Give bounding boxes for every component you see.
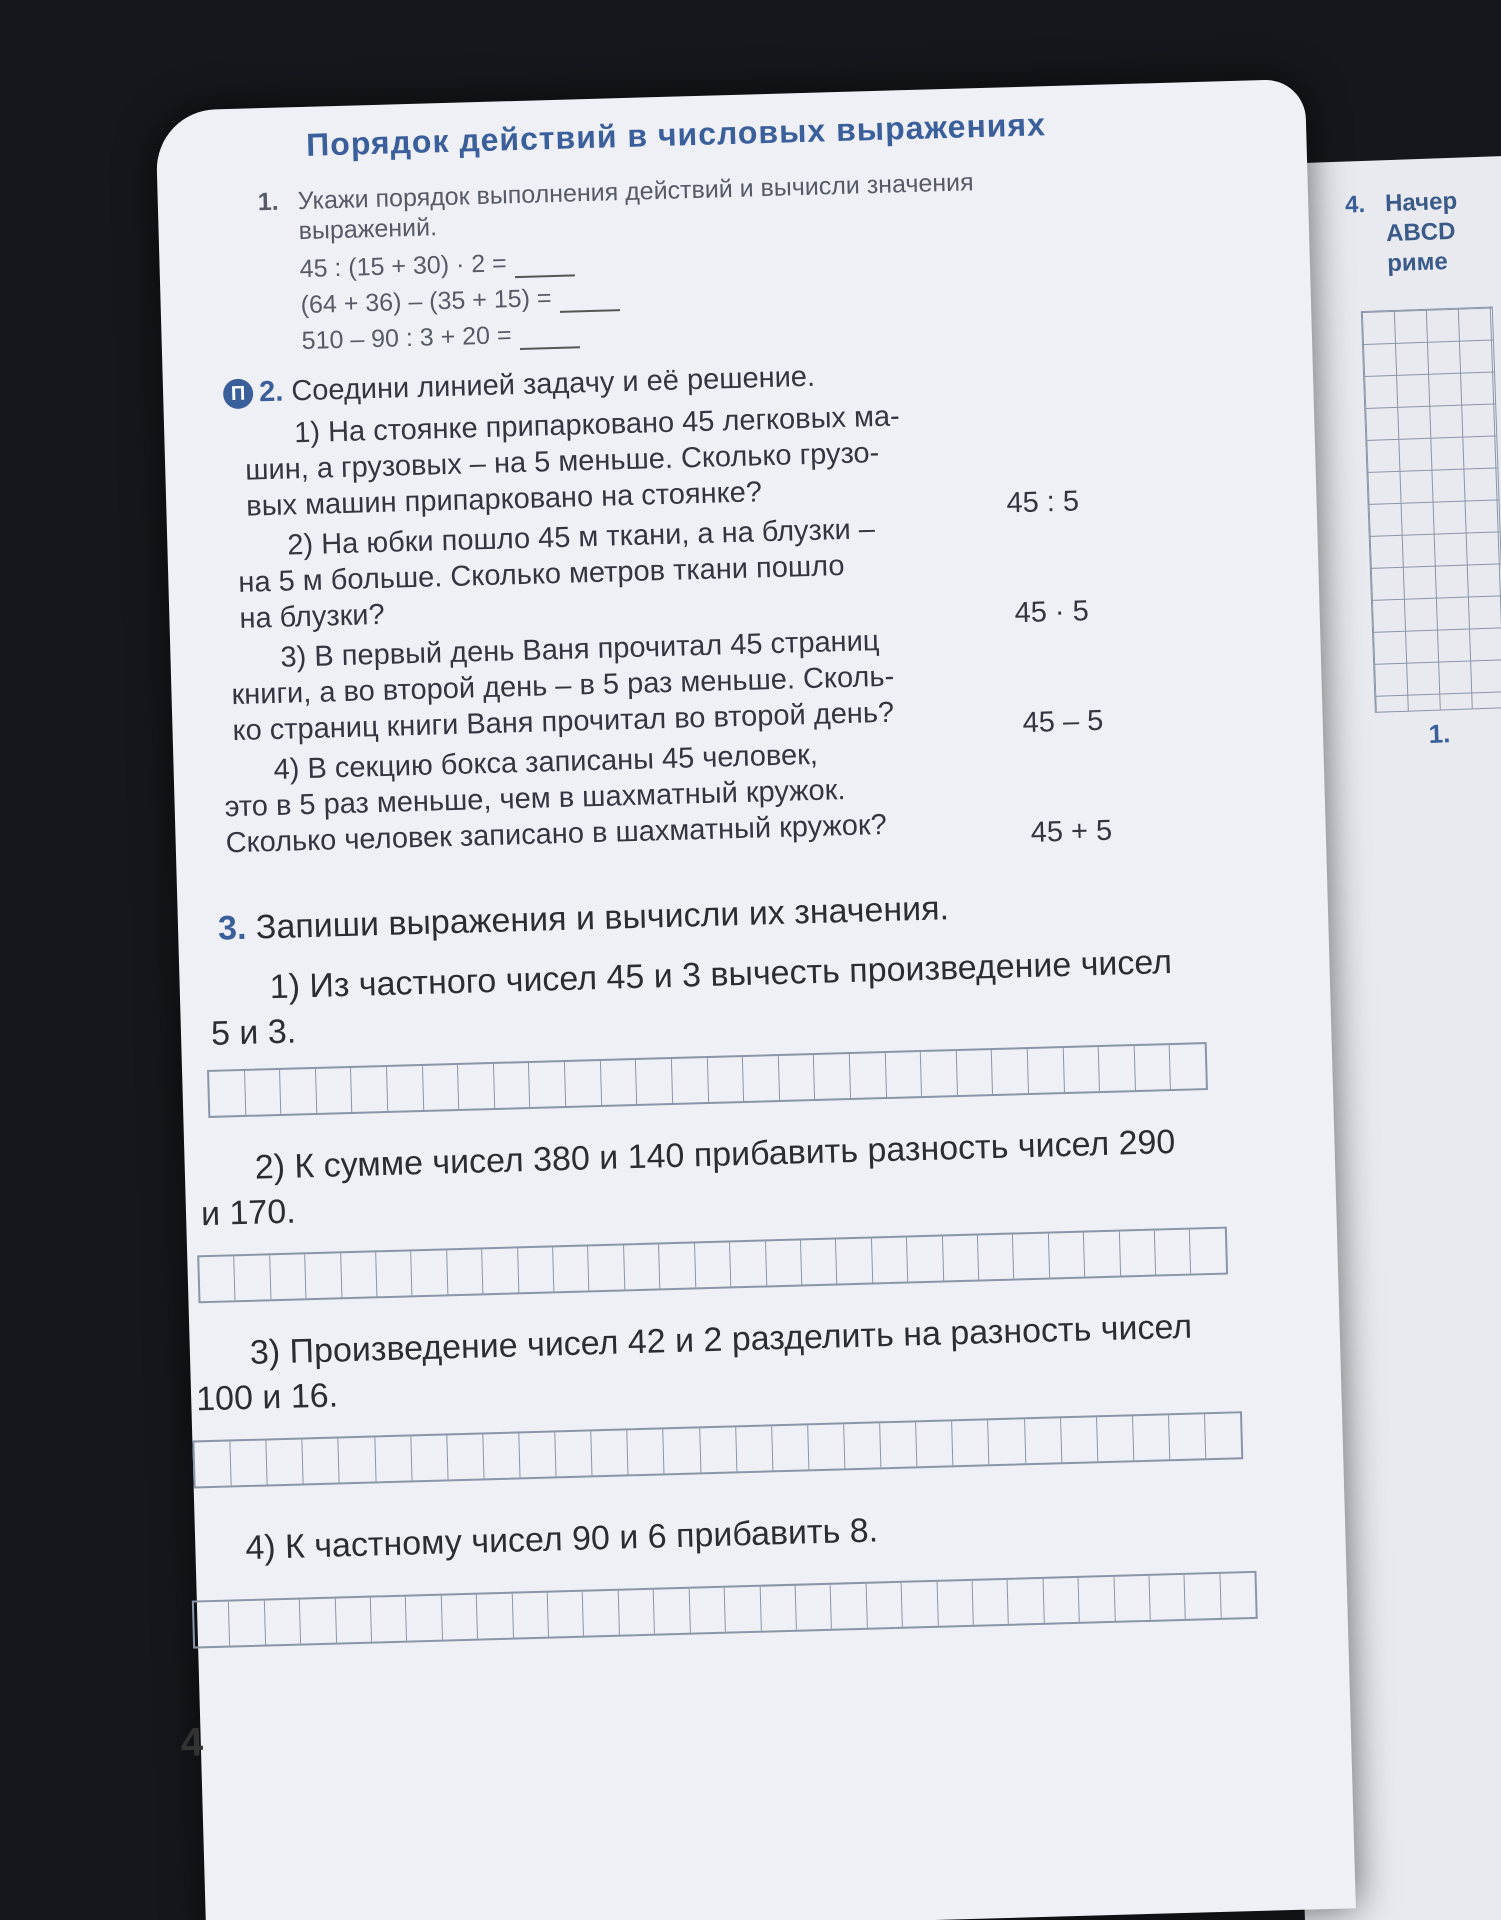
grid-cell[interactable] (689, 1588, 726, 1633)
grid-cell[interactable] (447, 1249, 484, 1294)
grid-cell[interactable] (583, 1591, 620, 1636)
grid-cell[interactable] (1025, 1418, 1062, 1463)
grid-cell[interactable] (371, 1597, 408, 1642)
grid-cell[interactable] (591, 1430, 628, 1475)
grid-cell[interactable] (1099, 1046, 1136, 1091)
grid-cell[interactable] (1114, 1576, 1151, 1621)
task1-text-line2: выражений. (298, 213, 438, 246)
answer-grid-1[interactable] (207, 1042, 1208, 1118)
grid-cell[interactable] (766, 1240, 803, 1285)
grid-cell[interactable] (801, 1239, 838, 1284)
grid-cell[interactable] (921, 1051, 958, 1096)
grid-cell[interactable] (387, 1066, 424, 1111)
answer-blank[interactable] (519, 322, 580, 350)
grid-cell[interactable] (1135, 1045, 1172, 1090)
grid-cell[interactable] (483, 1433, 520, 1478)
grid-cell[interactable] (916, 1421, 953, 1466)
grid-cell[interactable] (482, 1248, 519, 1293)
grid-cell[interactable] (1169, 1414, 1206, 1459)
grid-cell[interactable] (231, 1440, 268, 1485)
problem3-line3: ко страниц книги Ваня прочитал во второй день? (232, 696, 895, 748)
grid-cell[interactable] (654, 1589, 691, 1634)
item2-line1: 2) К сумме чисел 380 и 140 прибавить разность чисел 290 (254, 1122, 1176, 1187)
grid-cell[interactable] (636, 1059, 673, 1104)
task1-expression-2: (64 + 36) – (35 + 15) = (300, 282, 620, 320)
grid-cell[interactable] (1079, 1577, 1116, 1622)
grid-cell[interactable] (548, 1592, 585, 1637)
grid-cell[interactable] (942, 1236, 979, 1281)
grid-cell[interactable] (730, 1241, 767, 1286)
grid-cell[interactable] (1061, 1417, 1098, 1462)
grid-cell[interactable] (458, 1064, 495, 1109)
grid-cell[interactable] (725, 1587, 762, 1632)
grid-cell[interactable] (772, 1425, 809, 1470)
grid-cell[interactable] (1155, 1230, 1192, 1275)
grid-cell[interactable] (736, 1426, 773, 1471)
grid-cell[interactable] (199, 1256, 236, 1301)
item1-line1: 1) Из частного чисел 45 и 3 вычесть произведение чисел (269, 943, 1173, 1007)
problem2-line3: на блузки? (238, 598, 386, 635)
grid-cell[interactable] (512, 1593, 549, 1638)
answer-grid-3[interactable] (192, 1411, 1243, 1488)
grid-cell[interactable] (779, 1055, 816, 1100)
grid-cell[interactable] (992, 1049, 1029, 1094)
grid-cell[interactable] (601, 1060, 638, 1105)
grid-cell[interactable] (1149, 1575, 1186, 1620)
grid-cell[interactable] (978, 1235, 1015, 1280)
grid-cell[interactable] (303, 1438, 340, 1483)
task2-badge: П (223, 379, 254, 410)
grid-cell[interactable] (1013, 1234, 1050, 1279)
grid-cell[interactable] (844, 1423, 881, 1468)
grid-cell[interactable] (937, 1581, 974, 1626)
grid-cell[interactable] (850, 1053, 887, 1098)
grid-cell[interactable] (555, 1431, 592, 1476)
solution-4[interactable]: 45 + 5 (1030, 814, 1113, 849)
problem2-line1: 2) На юбки пошло 45 м ткани, а на блузки – (286, 513, 876, 562)
grid-cell[interactable] (1119, 1231, 1156, 1276)
grid-cell[interactable] (529, 1062, 566, 1107)
grid-cell[interactable] (672, 1058, 709, 1103)
grid-cell[interactable] (872, 1238, 909, 1283)
right-line-3: риме (1386, 248, 1449, 278)
grid-cell[interactable] (624, 1244, 661, 1289)
grid-cell[interactable] (1190, 1229, 1226, 1274)
grid-cell[interactable] (245, 1070, 282, 1115)
grid-cell[interactable] (477, 1594, 514, 1639)
problem1-line1: 1) На стоянке припарковано 45 легковых ма- (293, 400, 901, 450)
grid-cell[interactable] (553, 1246, 590, 1291)
task2-number: 2. (258, 375, 284, 409)
grid-cell[interactable] (442, 1595, 479, 1640)
task2-text: Соедини линией задачу и её решение. (290, 360, 816, 408)
problem2-line2: на 5 м больше. Сколько метров ткани пошло (237, 549, 845, 599)
grid-cell[interactable] (1049, 1233, 1086, 1278)
grid-cell[interactable] (209, 1071, 246, 1116)
grid-cell[interactable] (1185, 1574, 1222, 1619)
grid-cell[interactable] (902, 1582, 939, 1627)
answer-blank[interactable] (559, 285, 620, 313)
grid-cell[interactable] (885, 1052, 922, 1097)
item1-line2: 5 и 3. (210, 1012, 297, 1053)
grid-cell[interactable] (1063, 1047, 1100, 1092)
grid-cell[interactable] (1170, 1044, 1206, 1089)
grid-cell[interactable] (1028, 1048, 1065, 1093)
answer-grid-4[interactable] (192, 1571, 1258, 1649)
item3-line2: 100 и 16. (195, 1376, 339, 1419)
problem4-line3: Сколько человек записано в шахматный кружок? (225, 808, 888, 860)
grid-cell[interactable] (265, 1600, 302, 1645)
grid-cell[interactable] (565, 1061, 602, 1106)
grid-cell[interactable] (589, 1245, 626, 1290)
problem4-line2: это в 5 раз меньше, чем в шахматный кружок. (224, 774, 846, 824)
solution-2[interactable]: 45 · 5 (1014, 595, 1090, 630)
grid-cell[interactable] (957, 1050, 994, 1095)
grid-cell[interactable] (235, 1255, 272, 1300)
grid-cell[interactable] (411, 1435, 448, 1480)
grid-cell[interactable] (808, 1424, 845, 1469)
grid-cell[interactable] (743, 1056, 780, 1101)
grid-cell[interactable] (375, 1436, 412, 1481)
problem4-line1: 4) В секцию бокса записаны 45 человек, (273, 738, 819, 786)
task3-number: 3. (217, 908, 247, 948)
grid-cell[interactable] (831, 1584, 868, 1629)
task1-text-line1: Укажи порядок выполнения действий и вычисли значения (297, 168, 974, 216)
grid-cell[interactable] (316, 1068, 353, 1113)
solution-3[interactable]: 45 – 5 (1022, 704, 1104, 740)
right-line-2: ABCD (1385, 217, 1456, 248)
grid-cell[interactable] (1133, 1415, 1170, 1460)
task3-text: Запиши выражения и вычисли их значения. (255, 889, 950, 947)
grid-cell[interactable] (229, 1601, 266, 1646)
task1-expression-3: 510 – 90 : 3 + 20 = (301, 319, 580, 356)
grid-cell[interactable] (300, 1599, 337, 1644)
grid-cell[interactable] (1205, 1413, 1241, 1458)
grid-cell[interactable] (351, 1067, 388, 1112)
grid-cell[interactable] (952, 1420, 989, 1465)
grid-cell[interactable] (880, 1422, 917, 1467)
grid-cell[interactable] (796, 1585, 833, 1630)
grid-cell[interactable] (1084, 1232, 1121, 1277)
grid-cell[interactable] (423, 1065, 460, 1110)
grid-cell[interactable] (659, 1243, 696, 1288)
page-number: 4 (180, 1720, 204, 1765)
grid-cell[interactable] (1043, 1578, 1080, 1623)
grid-cell[interactable] (335, 1598, 372, 1643)
task2-header (223, 361, 816, 411)
task1-expression-1: 45 : (15 + 30) · 2 = (299, 247, 575, 284)
grid-cell[interactable] (619, 1590, 656, 1635)
grid-cell[interactable] (695, 1242, 732, 1287)
grid-cell[interactable] (376, 1251, 413, 1296)
grid-cell[interactable] (700, 1427, 737, 1472)
grid-cell[interactable] (814, 1054, 851, 1099)
grid-cell[interactable] (406, 1596, 443, 1641)
answer-grid-2[interactable] (197, 1227, 1228, 1304)
problem1-line3: вых машин припарковано на стоянке? (245, 476, 763, 523)
problem3-line1: 3) В первый день Ваня прочитал 45 страниц (280, 625, 880, 674)
grid-cell[interactable] (518, 1247, 555, 1292)
grid-cell[interactable] (1097, 1416, 1134, 1461)
grid-cell[interactable] (664, 1428, 701, 1473)
grid-cell[interactable] (341, 1252, 378, 1297)
grid-cell[interactable] (866, 1583, 903, 1628)
item4-line1: 4) К частному чисел 90 и 6 прибавить 8. (244, 1511, 879, 1568)
grid-cell[interactable] (907, 1237, 944, 1282)
grid-cell[interactable] (412, 1250, 449, 1295)
item2-line2: и 170. (200, 1192, 297, 1234)
grid-cell[interactable] (628, 1429, 665, 1474)
workbook-page (155, 79, 1356, 1920)
grid-cell[interactable] (494, 1063, 531, 1108)
grid-cell[interactable] (519, 1432, 556, 1477)
problem1-line2: шин, а грузовых – на 5 меньше. Сколько грузо- (244, 436, 880, 487)
grid-cell[interactable] (707, 1057, 744, 1102)
item3-line1: 3) Произведение чисел 42 и 2 разделить на разность чисел (249, 1307, 1193, 1372)
task1-number: 1. (257, 187, 280, 217)
task3-header (218, 889, 950, 948)
solution-1[interactable]: 45 : 5 (1006, 485, 1080, 520)
grid-cell[interactable] (1008, 1579, 1045, 1624)
grid-cell[interactable] (836, 1238, 873, 1283)
right-task-number: 4. (1344, 190, 1366, 219)
grid-cell[interactable] (267, 1439, 304, 1484)
grid-cell[interactable] (447, 1434, 484, 1479)
grid-cell[interactable] (270, 1254, 307, 1299)
grid-cell[interactable] (973, 1580, 1010, 1625)
grid-cell[interactable] (305, 1253, 342, 1298)
grid-cell[interactable] (339, 1437, 376, 1482)
answer-blank[interactable] (514, 250, 575, 278)
right-line-1: Начер (1384, 187, 1458, 218)
grid-cell[interactable] (989, 1419, 1026, 1464)
problem3-line2: книги, а во второй день – в 5 раз меньше. Сколь- (231, 660, 895, 712)
grid-cell[interactable] (1220, 1573, 1256, 1618)
right-grid (1361, 306, 1501, 712)
grid-cell[interactable] (280, 1069, 317, 1114)
grid-cell[interactable] (194, 1441, 231, 1486)
grid-cell[interactable] (760, 1586, 797, 1631)
grid-cell[interactable] (194, 1602, 231, 1647)
right-task-number-2: 1. (1428, 718, 1451, 749)
section-title: Порядок действий в числовых выражениях (305, 106, 1047, 163)
